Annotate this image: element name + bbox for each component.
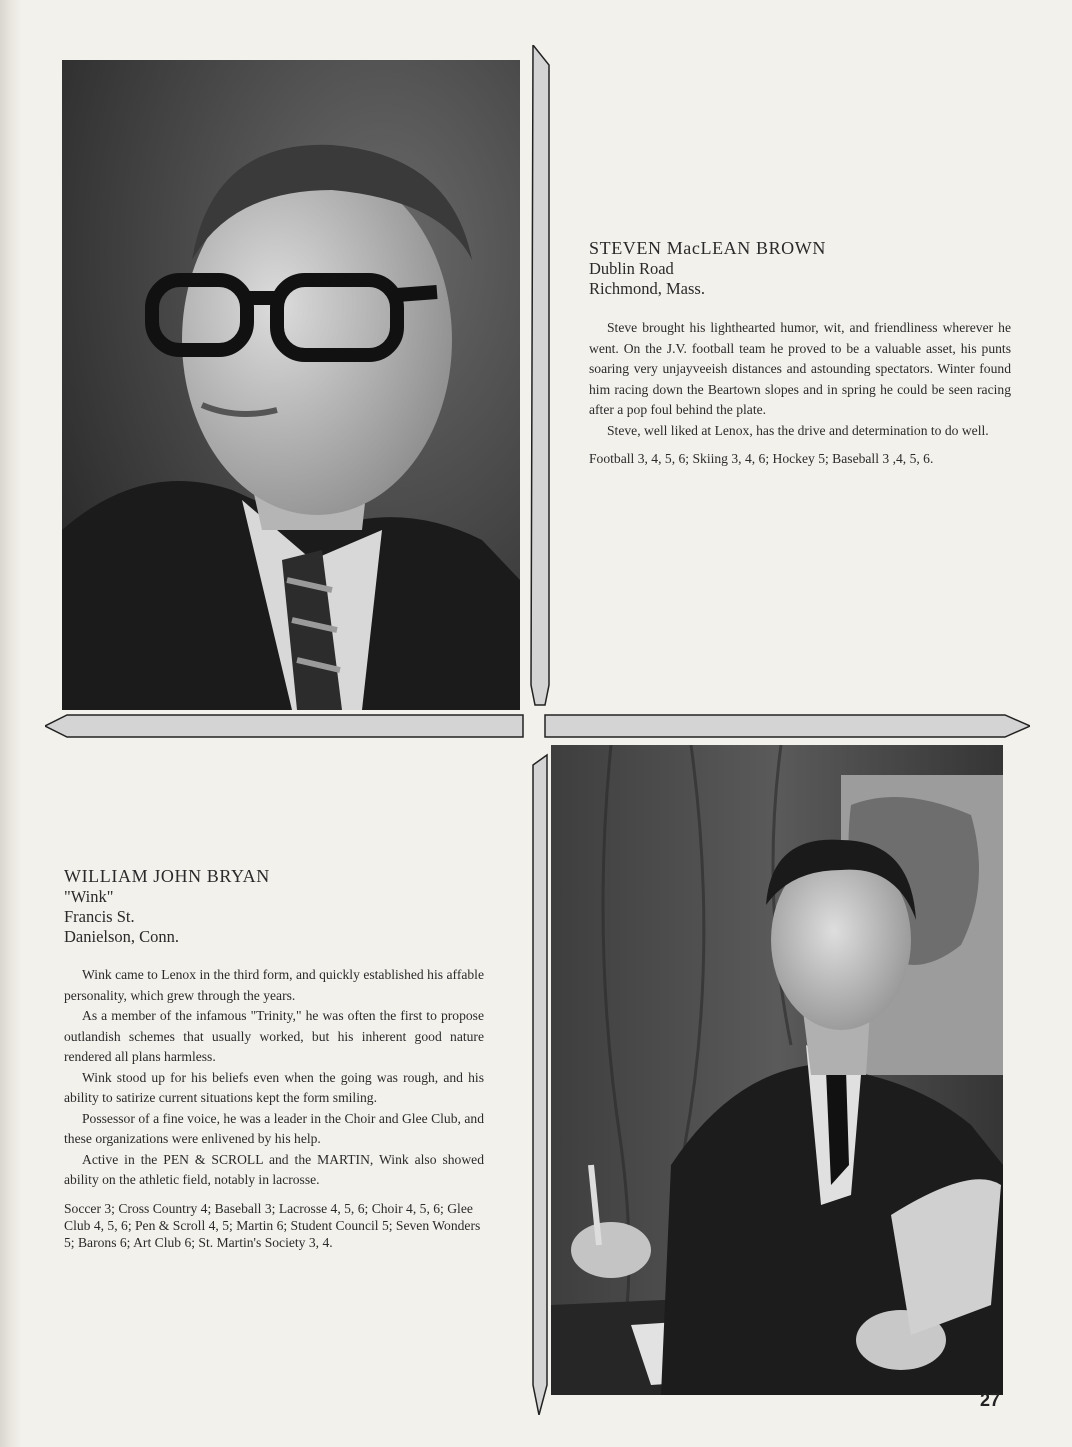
portrait-photo-brown — [62, 60, 520, 710]
horizontal-divider-bar — [45, 712, 1030, 740]
bio-paragraph: Wink came to Lenox in the third form, and quickly established his affable personality, which grew through the years. — [64, 967, 484, 1003]
bio-paragraph: Active in the PEN & SCROLL and the MARTIN, Wink also showed ability on the athletic field, notably in lacrosse. — [64, 1151, 484, 1187]
activities-list: Soccer 3; Cross Country 4; Baseball 3; Lacrosse 4, 5, 6; Choir 4, 5, 6; Glee Club 4, 5, 6; Pen & Scroll 4, 5; Martin 6; Student Council 5; Seven Wonders 5; Barons 6; Art Club 6; St. Martin's Society 3, 4. — [64, 1200, 481, 1250]
address-line-1: Francis St. — [64, 907, 135, 926]
activities-list: Football 3, 4, 5, 6; Skiing 3, 4, 6; Hockey 5; Baseball 3 ,4, 5, 6. — [589, 451, 934, 466]
biography — [589, 318, 1011, 441]
profile-brown — [589, 238, 1011, 467]
bio-paragraph: As a member of the infamous "Trinity," he was often the first to propose outlandish schemes that usually worked, but his inherent good nature rendered all plans harmless. — [64, 1008, 484, 1064]
profile-bryan — [64, 866, 484, 1251]
bio-paragraph: Wink stood up for his beliefs even when the going was rough, and his ability to satirize current situations kept the form smiling. — [64, 1069, 484, 1105]
portrait-photo-bryan — [551, 745, 1003, 1395]
bio-paragraph: Steve brought his lighthearted humor, wit, and friendliness wherever he went. On the J.V. football team he proved to be a valuable asset, his punts soaring very unjayveeish distances and astounding spectators. Winter found him racing down the Beartown slopes and in spring he could be seen racing after a pop foul behind the plate. — [589, 320, 1011, 417]
student-nickname: "Wink" — [64, 887, 114, 906]
address-line-1: Dublin Road — [589, 259, 674, 278]
page-number: 27 — [980, 1390, 1001, 1410]
biography — [64, 965, 484, 1191]
bio-paragraph: Steve, well liked at Lenox, has the drive and determination to do well. — [607, 422, 989, 438]
address-line-2: Richmond, Mass. — [589, 279, 705, 298]
page-binding-shadow — [0, 0, 22, 1447]
bio-paragraph: Possessor of a fine voice, he was a leader in the Choir and Glee Club, and these organizations were enlivened by his help. — [64, 1110, 484, 1146]
student-name: WILLIAM JOHN BRYAN — [64, 866, 270, 886]
address-line-2: Danielson, Conn. — [64, 927, 180, 946]
student-name: STEVEN MacLEAN BROWN — [589, 238, 826, 258]
